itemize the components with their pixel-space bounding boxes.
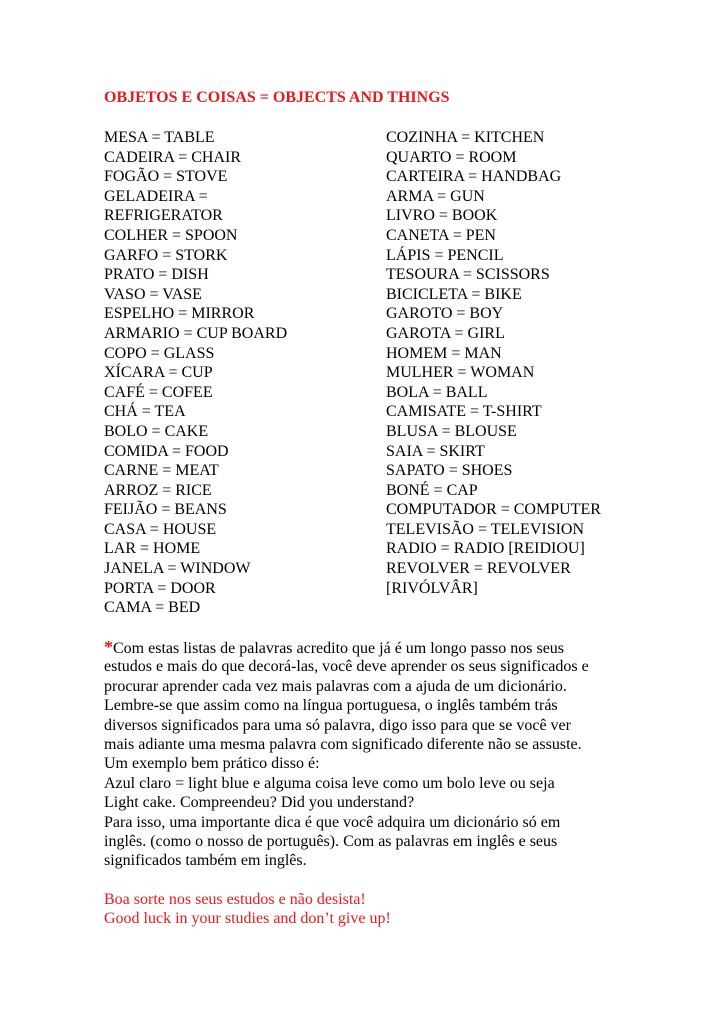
vocab-item: HOMEM = MAN bbox=[386, 344, 502, 362]
vocab-item: TESOURA = SCISSORS bbox=[386, 266, 550, 284]
vocab-item: SAPATO = SHOES bbox=[386, 462, 513, 480]
vocab-item: CHÁ = TEA bbox=[104, 403, 186, 421]
vocab-item: LÁPIS = PENCIL bbox=[386, 246, 504, 264]
vocab-item: CAMISATE = T-SHIRT bbox=[386, 403, 542, 421]
vocab-item: CANETA = PEN bbox=[386, 226, 496, 244]
vocab-item: MULHER = WOMAN bbox=[386, 364, 535, 382]
vocab-item: FEIJÃO = BEANS bbox=[104, 501, 227, 519]
vocab-item: PRATO = DISH bbox=[104, 266, 209, 284]
vocab-item: ARMARIO = CUP BOARD bbox=[104, 324, 288, 342]
document-page bbox=[104, 88, 664, 928]
vocab-item: BICICLETA = BIKE bbox=[386, 285, 522, 303]
study-note bbox=[104, 638, 664, 871]
vocab-item: JANELA = WINDOW bbox=[104, 560, 251, 578]
vocabulary-column-right bbox=[386, 128, 666, 598]
vocab-item: VASO = VASE bbox=[104, 285, 202, 303]
vocab-item: REFRIGERATOR bbox=[104, 207, 223, 225]
closing-line-portuguese: Boa sorte nos seus estudos e não desista! bbox=[104, 890, 366, 908]
vocab-item: COZINHA = KITCHEN bbox=[386, 129, 545, 146]
vocab-item: CAFÉ = COFEE bbox=[104, 383, 213, 401]
vocab-item: PORTA = DOOR bbox=[104, 579, 216, 597]
note-line: significados também em inglês. bbox=[104, 852, 307, 870]
note-line: mais adiante uma mesma palavra com significado diferente não se assuste. bbox=[104, 735, 582, 753]
asterisk-marker: * bbox=[104, 637, 113, 657]
vocab-item: XÍCARA = CUP bbox=[104, 364, 213, 382]
vocab-item: CAMA = BED bbox=[104, 599, 201, 617]
vocab-item: GELADEIRA = bbox=[104, 187, 208, 205]
vocab-item: CADEIRA = CHAIR bbox=[104, 148, 242, 166]
vocab-item: CARNE = MEAT bbox=[104, 462, 219, 480]
vocab-item: MESA = TABLE bbox=[104, 129, 215, 146]
vocab-item: CASA = HOUSE bbox=[104, 520, 217, 538]
vocab-item: COMPUTADOR = COMPUTER bbox=[386, 501, 601, 519]
vocab-item: RADIO = RADIO [REIDIOU] bbox=[386, 540, 585, 558]
note-line: estudos e mais do que decorá-las, você deve aprender os seus significados e bbox=[104, 658, 589, 676]
note-line: Para isso, uma importante dica é que você adquira um dicionário só em bbox=[104, 813, 561, 831]
vocab-item: [RIVÓLVÂR] bbox=[386, 579, 478, 597]
vocab-item: GAROTA = GIRL bbox=[386, 324, 505, 342]
vocab-item: ESPELHO = MIRROR bbox=[104, 305, 255, 323]
note-line: Light cake. Compreendeu? Did you understand? bbox=[104, 794, 415, 812]
vocab-item: BOLO = CAKE bbox=[104, 422, 209, 440]
vocab-item: ARMA = GUN bbox=[386, 187, 485, 205]
vocab-item: COMIDA = FOOD bbox=[104, 442, 229, 460]
vocab-item: CARTEIRA = HANDBAG bbox=[386, 168, 562, 186]
vocab-item: LAR = HOME bbox=[104, 540, 201, 558]
closing-line-english: Good luck in your studies and don’t give up! bbox=[104, 910, 391, 928]
vocabulary-column-left bbox=[104, 128, 374, 618]
vocab-item: ARROZ = RICE bbox=[104, 481, 212, 499]
note-line: diversos significados para uma só palavra, digo isso para que se você ver bbox=[104, 716, 571, 734]
vocab-item: BONÉ = CAP bbox=[386, 481, 478, 499]
vocab-item: REVOLVER = REVOLVER bbox=[386, 560, 571, 578]
vocab-item: QUARTO = ROOM bbox=[386, 148, 517, 166]
vocab-item: TELEVISÃO = TELEVISION bbox=[386, 520, 585, 538]
note-line bbox=[104, 638, 664, 657]
vocab-item: BLUSA = BLOUSE bbox=[386, 422, 517, 440]
vocab-item: GAROTO = BOY bbox=[386, 305, 504, 323]
vocab-item: LIVRO = BOOK bbox=[386, 207, 498, 225]
vocab-item: BOLA = BALL bbox=[386, 383, 488, 401]
note-line: Azul claro = light blue e alguma coisa leve como um bolo leve ou seja bbox=[104, 774, 555, 792]
vocab-item: FOGÃO = STOVE bbox=[104, 168, 228, 186]
page-title: OBJETOS E COISAS = OBJECTS AND THINGS bbox=[104, 89, 450, 106]
note-line: procurar aprender cada vez mais palavras com a ajuda de um dicionário. bbox=[104, 677, 567, 695]
closing-message bbox=[104, 890, 664, 929]
note-text: Com estas listas de palavras acredito que já é um longo passo nos seus bbox=[113, 640, 565, 657]
vocabulary-list bbox=[104, 128, 664, 622]
vocab-item: COLHER = SPOON bbox=[104, 226, 238, 244]
vocab-item: GARFO = STORK bbox=[104, 246, 228, 264]
note-line: Lembre-se que assim como na língua portuguesa, o inglês também trás bbox=[104, 697, 558, 715]
note-line: Um exemplo bem prático disso é: bbox=[104, 755, 320, 773]
vocab-item: SAIA = SKIRT bbox=[386, 442, 485, 460]
vocab-item: COPO = GLASS bbox=[104, 344, 215, 362]
note-line: inglês. (como o nosso de português). Com as palavras em inglês e seus bbox=[104, 832, 558, 850]
